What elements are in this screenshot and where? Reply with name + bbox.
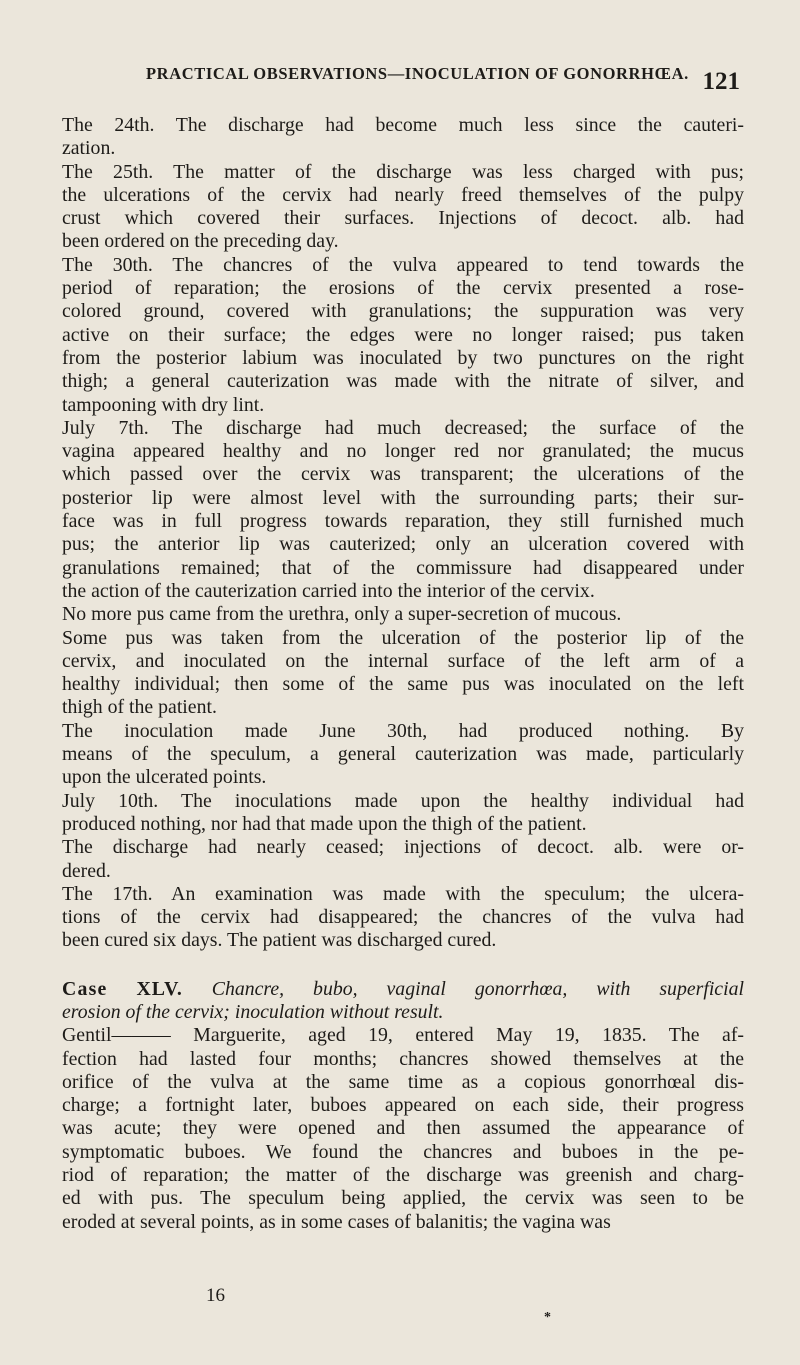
body-text-line: vagina appeared healthy and no longer red nor granulated; the mucus bbox=[62, 440, 744, 463]
body-text-line: been ordered on the preceding day. bbox=[62, 230, 339, 253]
body-text-line: The inoculation made June 30th, had produced nothing. By bbox=[62, 719, 744, 742]
signature-mark: 16 bbox=[206, 1285, 225, 1306]
body-text-line: the ulcerations of the cervix had nearly freed themselves of the pulpy bbox=[62, 183, 744, 206]
body-text-line: The discharge had nearly ceased; injections of decoct. alb. were or- bbox=[62, 836, 744, 859]
case-title-line2: erosion of the cervix; inoculation without result. bbox=[62, 1000, 444, 1023]
body-text-line: upon the ulcerated points. bbox=[62, 766, 267, 789]
body-text-line: period of reparation; the erosions of the cervix presented a rose- bbox=[62, 277, 744, 300]
case-text-line: charge; a fortnight later, buboes appeared on each side, their progress bbox=[62, 1094, 744, 1117]
body-text-line: dered. bbox=[62, 859, 111, 882]
body-text-line: colored ground, covered with granulations; the suppuration was very bbox=[62, 300, 744, 323]
body-text-line: The 30th. The chancres of the vulva appeared to tend towards the bbox=[62, 253, 744, 276]
body-text-line: which passed over the cervix was transparent; the ulcerations of the bbox=[62, 463, 744, 486]
case-text-line: symptomatic buboes. We found the chancres and buboes in the pe- bbox=[62, 1140, 744, 1163]
footer-asterisk: * bbox=[544, 1310, 551, 1325]
body-text-line: cervix, and inoculated on the internal surface of the left arm of a bbox=[62, 649, 744, 672]
page-header bbox=[140, 64, 740, 94]
body-text-line: No more pus came from the urethra, only a super-secretion of mucous. bbox=[62, 603, 622, 626]
body-text-line: tions of the cervix had disappeared; the chancres of the vulva had bbox=[62, 906, 744, 929]
body-text-line: thigh; a general cauterization was made with the nitrate of silver, and bbox=[62, 370, 744, 393]
body-text-line: The 17th. An examination was made with the speculum; the ulcera- bbox=[62, 882, 744, 905]
case-text-line: fection had lasted four months; chancres showed themselves at the bbox=[62, 1047, 744, 1070]
body-text-line: face was in full progress towards reparation, they still furnished much bbox=[62, 510, 744, 533]
case-paragraph bbox=[62, 1024, 744, 1234]
body-text-line: been cured six days. The patient was discharged cured. bbox=[62, 929, 497, 952]
section-gap bbox=[62, 953, 744, 978]
body-text-line: Some pus was taken from the ulceration of the posterior lip of the bbox=[62, 626, 744, 649]
body-text-line: healthy individual; then some of the same pus was inoculated on the left bbox=[62, 673, 744, 696]
body-text-line: thigh of the patient. bbox=[62, 696, 217, 719]
case-text-line: Gentil——— Marguerite, aged 19, entered May 19, 1835. The af- bbox=[62, 1024, 744, 1047]
body-text-line: pus; the anterior lip was cauterized; only an ulceration covered with bbox=[62, 533, 744, 556]
body-text-line: posterior lip were almost level with the surrounding parts; their sur- bbox=[62, 486, 744, 509]
main-paragraphs bbox=[62, 114, 744, 953]
case-title-line1: Chancre, bubo, vaginal gonorrhœa, with superficial bbox=[211, 977, 744, 1000]
case-heading bbox=[62, 978, 744, 1001]
body-text bbox=[62, 114, 744, 1234]
body-text-line: The 25th. The matter of the discharge was less charged with pus; bbox=[62, 160, 744, 183]
body-text-line: active on their surface; the edges were no longer raised; pus taken bbox=[62, 323, 744, 346]
body-text-line: July 7th. The discharge had much decreased; the surface of the bbox=[62, 416, 744, 439]
page-number: 121 bbox=[702, 68, 740, 95]
body-text-line: means of the speculum, a general cauterization was made, particularly bbox=[62, 743, 744, 766]
body-text-line: tampooning with dry lint. bbox=[62, 393, 265, 416]
running-head: PRACTICAL OBSERVATIONS—INOCULATION OF GONORRHŒA. bbox=[146, 64, 689, 83]
body-text-line: granulations remained; that of the commissure had disappeared under bbox=[62, 556, 744, 579]
case-text-line: was acute; they were opened and then assumed the appearance of bbox=[62, 1117, 744, 1140]
case-text-line: riod of reparation; the matter of the discharge was greenish and charg- bbox=[62, 1164, 744, 1187]
body-text-line: the action of the cauterization carried into the interior of the cervix. bbox=[62, 579, 595, 602]
case-text-line: eroded at several points, as in some cases of balanitis; the vagina was bbox=[62, 1210, 611, 1233]
body-text-line: zation. bbox=[62, 137, 116, 160]
case-label: Case bbox=[62, 977, 108, 1000]
body-text-line: from the posterior labium was inoculated by two punctures on the right bbox=[62, 346, 744, 369]
body-text-line: The 24th. The discharge had become much less since the cauteri- bbox=[62, 114, 744, 136]
case-text-line: orifice of the vulva at the same time as a copious gonorrhœal dis- bbox=[62, 1070, 744, 1093]
body-text-line: July 10th. The inoculations made upon the healthy individual had bbox=[62, 789, 744, 812]
case-text-line: ed with pus. The speculum being applied, the cervix was seen to be bbox=[62, 1187, 744, 1210]
case-number: XLV. bbox=[136, 977, 183, 1000]
body-text-line: crust which covered their surfaces. Injections of decoct. alb. had bbox=[62, 207, 744, 230]
body-text-line: produced nothing, nor had that made upon the thigh of the patient. bbox=[62, 812, 587, 835]
